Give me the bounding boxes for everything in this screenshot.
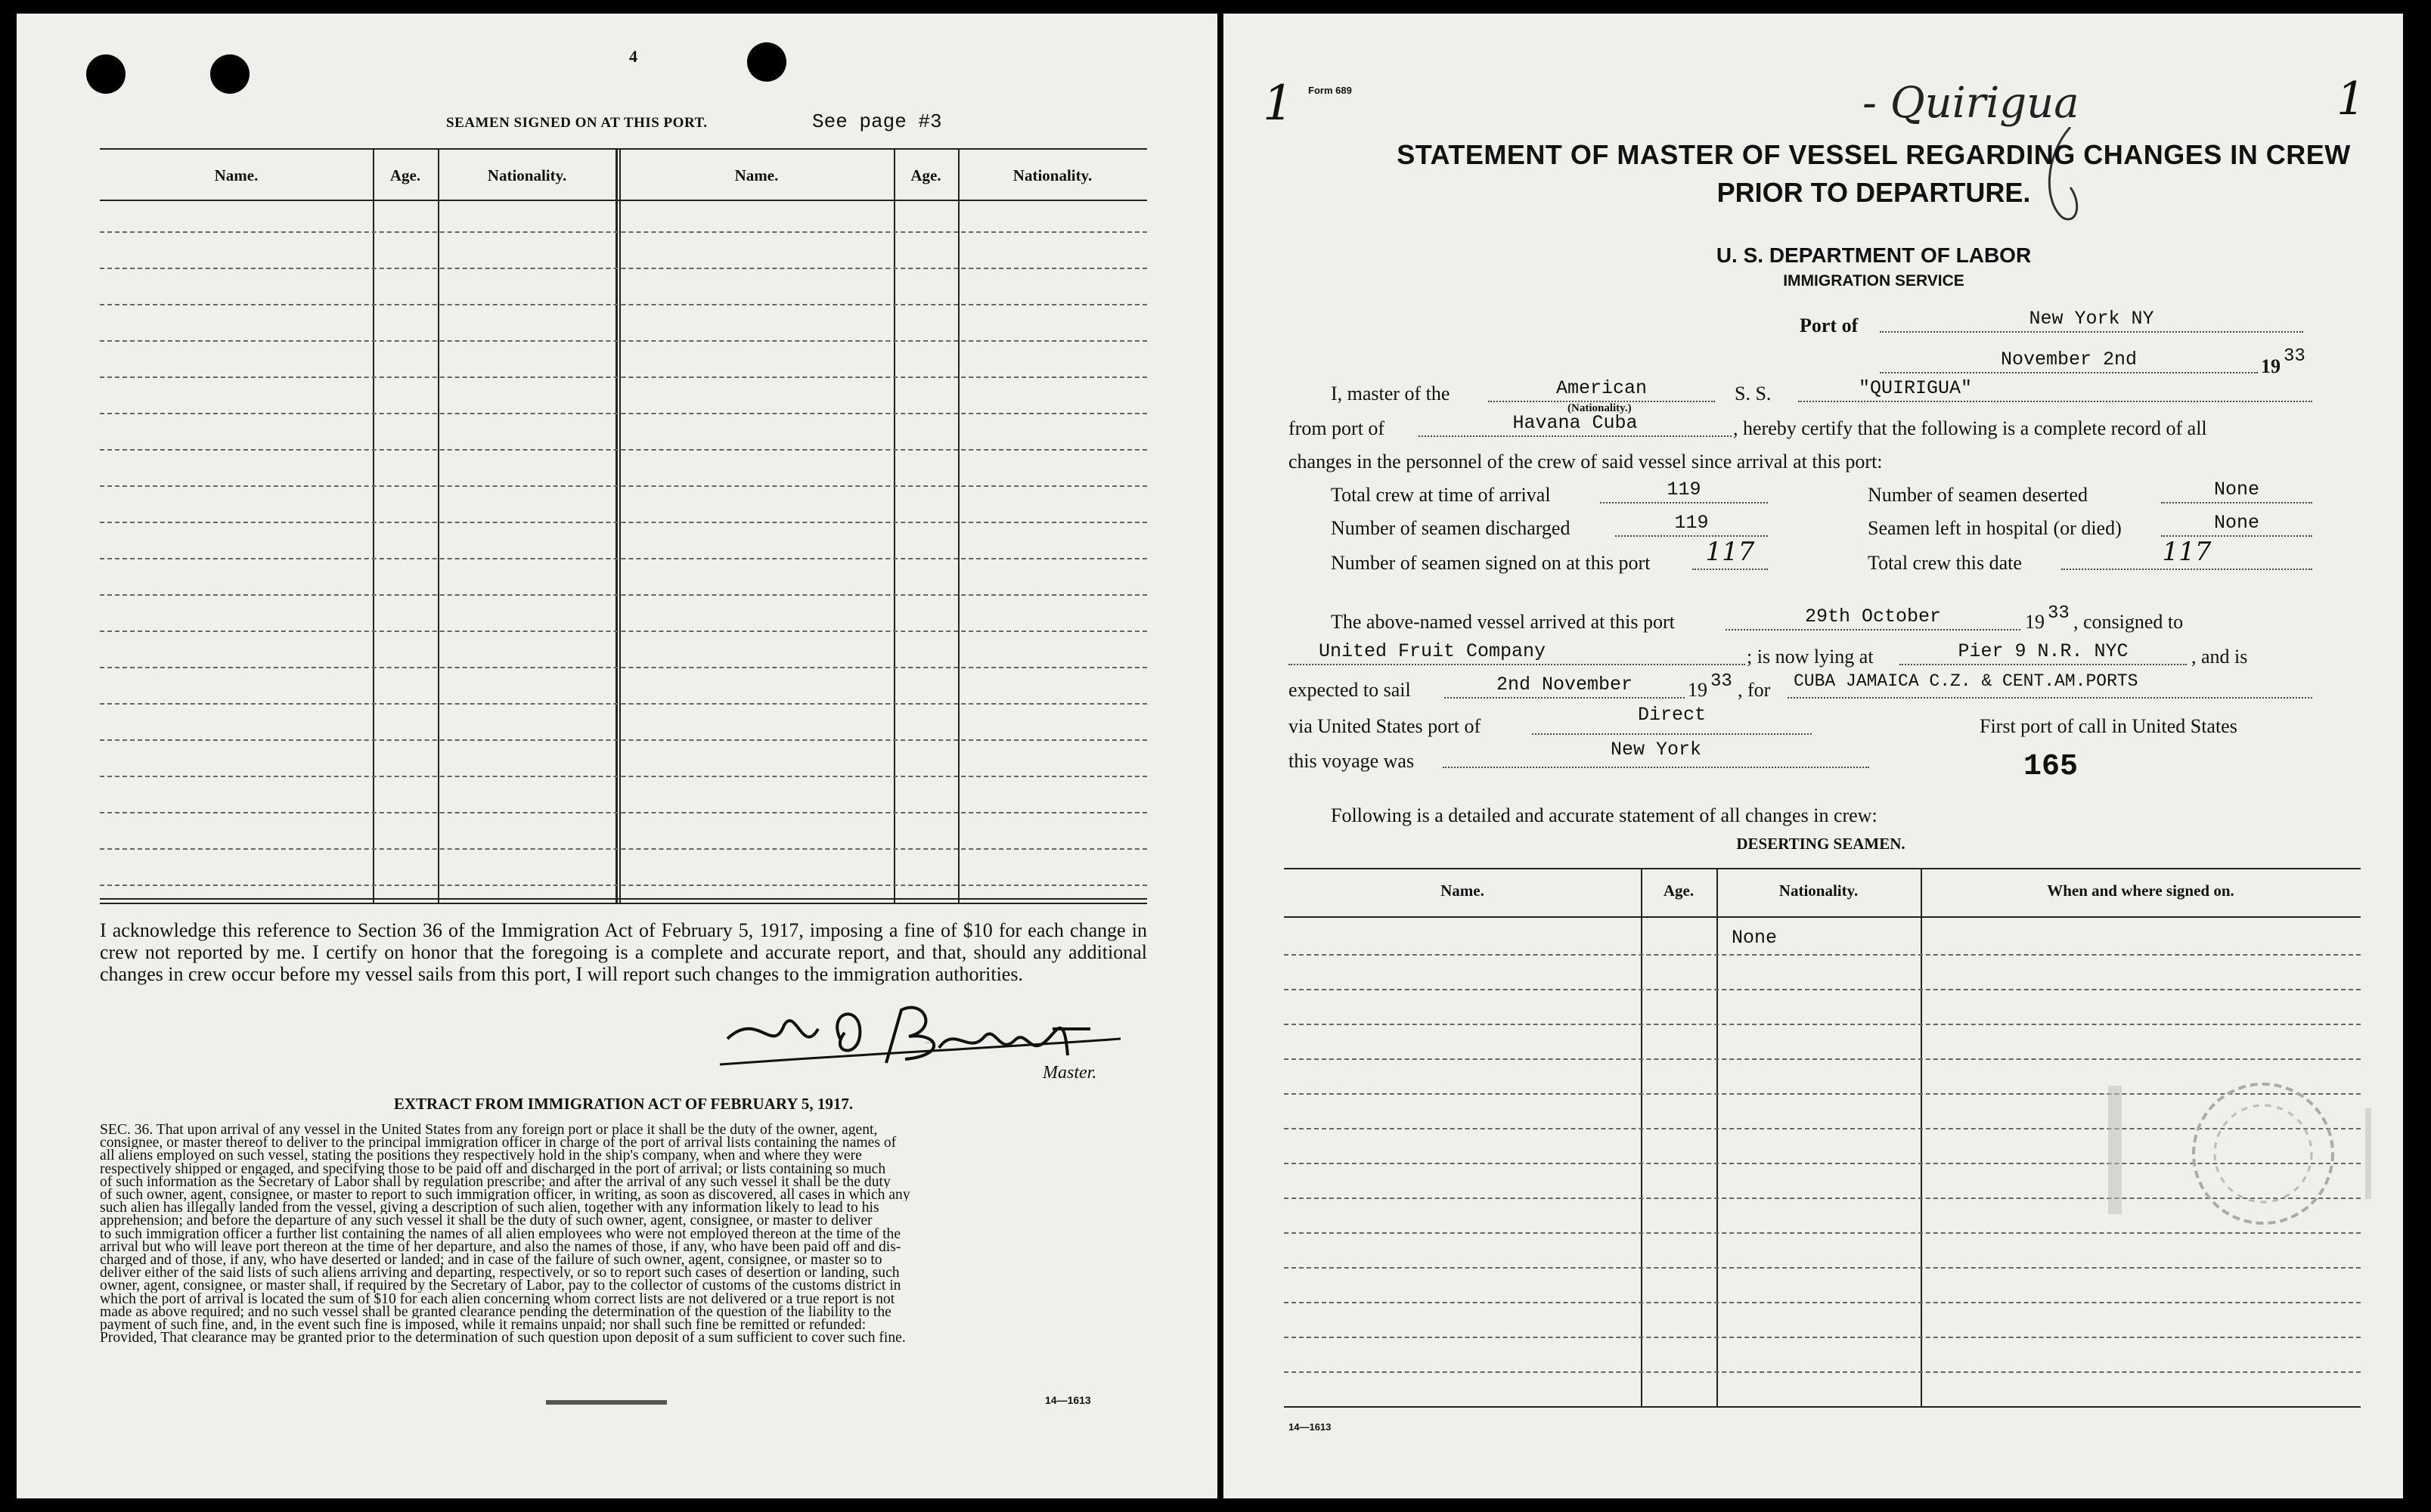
table-row — [100, 268, 1147, 269]
hospital-label: Seamen left in hospital (or died) — [1868, 517, 2122, 539]
consignee-field: United Fruit Company — [1288, 638, 1745, 665]
extract-line: which the port of arrival is located the sum of $10 for each alien concerning whom correct lists are not delivered or a true report is not — [100, 1292, 895, 1306]
nationality-field: American — [1488, 375, 1715, 402]
table-row — [1284, 1337, 2361, 1338]
date-field: November 2nd — [1880, 346, 2258, 373]
form-code: 14—1613 — [1288, 1421, 1332, 1433]
signed-on-label: Number of seamen signed on at this port — [1331, 552, 1651, 574]
for-label: , for — [1738, 679, 1771, 701]
handwritten-mark: 1 — [2336, 73, 2366, 125]
table-row — [100, 413, 1147, 414]
printer-imprint — [546, 1400, 667, 1405]
extract-line: made as above required; and no such vessel shall be granted clearance pending the determination of the question of the liability to the — [100, 1305, 891, 1319]
extract-line: arrival but who will leave port thereon at the time of her departure, and also the names of those, if any, who have been paid off and dis- — [100, 1240, 901, 1254]
punch-hole — [747, 42, 786, 82]
form-label: Form 689 — [1308, 85, 1352, 96]
form-code: 14—1613 — [1045, 1394, 1091, 1406]
expected-field: 2nd November — [1444, 671, 1685, 699]
master-of-the-label: I, master of the — [1331, 383, 1450, 404]
lying-label: ; is now lying at — [1747, 646, 1874, 668]
table-row — [100, 812, 1147, 813]
changes-text: changes in the personnel of the crew of said vessel since arrival at this port: — [1288, 451, 1883, 472]
column-header-nationality: Nationality. — [487, 166, 567, 184]
port-label: Port of — [1800, 314, 1859, 336]
form-title-line1: STATEMENT OF MASTER OF VESSEL REGARDING CHANGES IN CREW — [1397, 139, 2351, 170]
extract-line: deliver either of the said lists of such aliens arriving and departing, respectively, or so to report such cases of desertion or landing, such — [100, 1266, 900, 1280]
extract-line: to such immigration officer a further list containing the names of all alien employees who were not employed thereon at the time of the — [100, 1227, 901, 1241]
service-name: IMMIGRATION SERVICE — [1783, 272, 1964, 290]
column-header-nationality: Nationality. — [1778, 881, 1859, 900]
table-bottom-rule — [1284, 1406, 2361, 1408]
extract-line: of such owner, agent, consignee, or master to report to such immigration officer, in writing, as soon as discovered, all cases in which any — [100, 1188, 910, 1202]
column-header-nationality: Nationality. — [1012, 166, 1093, 184]
table-header-rule — [100, 200, 1147, 201]
table-row — [100, 522, 1147, 523]
extract-line: Provided, That clearance may be granted prior to the determination of such question upon deposit of a sum sufficient to cover such fine. — [100, 1331, 906, 1345]
table-row — [1284, 954, 2361, 956]
expected-year-suffix: 33 — [1710, 671, 1732, 692]
from-port-field: Havana Cuba — [1419, 410, 1732, 437]
column-divider — [1921, 868, 1922, 1406]
column-header-age: Age. — [389, 166, 421, 184]
column-header-name: Name. — [1440, 881, 1484, 900]
section-title: SEAMEN SIGNED ON AT THIS PORT. — [446, 115, 708, 131]
table-header-rule — [1284, 916, 2361, 918]
deserted-label: Number of seamen deserted — [1868, 484, 2088, 506]
column-divider — [438, 148, 439, 903]
year-suffix: 33 — [2284, 346, 2305, 367]
arrived-label: The above-named vessel arrived at this port — [1331, 611, 1675, 633]
column-divider — [616, 148, 618, 903]
svg-text:W. O. Barrett: W. O. Barrett — [926, 1043, 936, 1044]
ship-name-field: "QUIRIGUA" — [1798, 375, 2312, 402]
column-header-age: Age. — [1663, 881, 1695, 900]
ss-label: S. S. — [1735, 383, 1772, 404]
extract-line: apprehension; and before the departure of any such vessel it shall be the duty of such owner, agent, consignee, or master to deliver — [100, 1214, 873, 1228]
column-divider — [619, 148, 621, 903]
table-row — [100, 631, 1147, 632]
deserting-nationality-value: None — [1732, 927, 1778, 949]
extract-line: SEC. 36. That upon arrival of any vessel in the United States from any foreign port or place it shall be the duty of the owner, agent, — [100, 1123, 878, 1137]
table-row — [1284, 1024, 2361, 1025]
discharged-field: 119 — [1615, 510, 1768, 537]
table-bottom-rule — [100, 898, 1147, 900]
table-row — [100, 231, 1147, 233]
column-header-name: Name. — [214, 166, 259, 184]
table-top-rule — [1284, 868, 2361, 869]
column-header-signed-on: When and where signed on. — [2047, 881, 2234, 900]
port-field: New York NY — [1880, 305, 2303, 333]
extract-line: charged and of those, if any, who have deserted or landed; and in case of the failure of such owner, agent, consignee, or master so to — [100, 1253, 882, 1267]
extract-line: of such information as the Secretary of Labor shall by regulation prescribe; and after the arrival of any such vessel it shall be the duty — [100, 1175, 891, 1189]
nationality-caption: (Nationality.) — [1567, 402, 1632, 414]
destination-field: CUBA JAMAICA C.Z. & CENT.AM.PORTS — [1788, 671, 2312, 699]
table-row — [100, 558, 1147, 559]
column-divider — [1716, 868, 1718, 1406]
table-row — [100, 340, 1147, 342]
table-row — [100, 304, 1147, 305]
total-arrival-field: 119 — [1600, 476, 1768, 503]
right-page — [1223, 14, 2403, 1498]
department-name: U. S. DEPARTMENT OF LABOR — [1716, 243, 2032, 267]
expected-label: expected to sail — [1288, 679, 1411, 701]
extract-line: owner, agent, consignee, or master shall, if required by the Secretary of Labor, pay to the collector of customs of the customs district in — [100, 1279, 901, 1293]
via-field: Direct — [1532, 708, 1812, 735]
column-header-name: Name. — [734, 166, 779, 184]
acknowledgement-text: I acknowledge this reference to Section 36 of the Immigration Act of February 5, 1917, imposing a fine of $10 for each change in crew not reported by me. I certify on honor that the foregoing is a complete and accurate report, and that, should any additional changes in crew occur before my vessel sails from this port, I will report such changes to the immigration authorities. — [100, 919, 1147, 985]
extract-title: EXTRACT FROM IMMIGRATION ACT OF FEBRUARY 5, 1917. — [393, 1095, 854, 1113]
extract-line: all aliens employed on such vessel, stating the positions they respectively hold in the ship's company, when and where they were — [100, 1149, 862, 1163]
year-prefix: 19 — [2261, 355, 2281, 377]
deserted-field: None — [2161, 476, 2312, 503]
table-row — [100, 776, 1147, 777]
extract-line: payment of such fine, and, in the event such fine is imposed, while it remains unpaid; nor shall such fine be remitted or refunded: — [100, 1318, 867, 1332]
handwritten-mark: 1 — [1263, 76, 1294, 132]
total-arrival-label: Total crew at time of arrival — [1331, 484, 1551, 506]
first-port-label: First port of call in United States — [1980, 715, 2237, 737]
discharged-label: Number of seamen discharged — [1331, 517, 1571, 539]
table-top-rule — [100, 148, 1147, 150]
column-header-age: Age. — [910, 166, 941, 184]
extract-body — [100, 1123, 1147, 1344]
column-divider — [894, 148, 895, 903]
hospital-field: None — [2161, 510, 2312, 537]
signed-on-field: 117 — [1692, 543, 1768, 570]
and-is-text: , and is — [2191, 646, 2248, 668]
following-text: Following is a detailed and accurate statement of all changes in crew: — [1331, 804, 1878, 826]
table-row — [1284, 1267, 2361, 1269]
see-page-note: See page #3 — [812, 110, 942, 133]
table-row — [100, 667, 1147, 668]
stamp-number: 165 — [2023, 750, 2079, 784]
expected-year-prefix: 19 — [1688, 679, 1707, 701]
extract-line: such alien has illegally landed from the vessel, giving a description of such alien, together with any information likely to lead to his — [100, 1201, 879, 1215]
table-row — [1284, 989, 2361, 990]
first-port-field: New York — [1443, 741, 1869, 768]
lying-field: Pier 9 N.R. NYC — [1899, 638, 2187, 665]
form-title-line2: PRIOR TO DEPARTURE. — [1716, 177, 2031, 208]
handwritten-ship-name: - Quirigua — [1862, 79, 2079, 128]
table-row — [100, 885, 1147, 886]
total-date-label: Total crew this date — [1868, 552, 2022, 574]
table-row — [100, 485, 1147, 487]
column-divider — [958, 148, 960, 903]
table-row — [100, 739, 1147, 741]
page-number: 4 — [629, 47, 637, 66]
left-page — [17, 14, 1217, 1498]
via-label: via United States port of — [1288, 715, 1481, 737]
consigned-label: , consigned to — [2073, 611, 2184, 633]
receipt-stamp — [2078, 1055, 2373, 1252]
extract-line: respectively shipped or engaged, and specifying those to be paid off and discharged in the port of arrival; or lists containing so much — [100, 1162, 886, 1176]
total-date-field: 117 — [2061, 543, 2312, 570]
table-row — [100, 848, 1147, 850]
master-label: Master. — [1043, 1063, 1097, 1083]
table-row — [100, 449, 1147, 451]
certify-text: , hereby certify that the following is a complete record of all — [1733, 417, 2207, 439]
punch-hole — [210, 54, 250, 94]
arrived-year-prefix: 19 — [2025, 611, 2045, 633]
table-bottom-rule — [100, 903, 1147, 904]
this-voyage-label: this voyage was — [1288, 750, 1415, 772]
table-row — [1284, 1371, 2361, 1373]
table-row — [100, 703, 1147, 705]
column-divider — [1641, 868, 1642, 1406]
extract-line: consignee, or master thereof to deliver to the principal immigration officer in charge of the port of arrival lists containing the names of — [100, 1136, 897, 1150]
arrived-year-suffix: 33 — [2048, 603, 2070, 624]
punch-hole — [86, 54, 126, 94]
column-divider — [373, 148, 374, 903]
from-port-label: from port of — [1288, 417, 1385, 439]
arrived-field: 29th October — [1726, 603, 2020, 631]
deserting-title: DESERTING SEAMEN. — [1736, 835, 1905, 853]
table-row — [100, 594, 1147, 596]
table-row — [100, 376, 1147, 378]
table-row — [1284, 1302, 2361, 1303]
